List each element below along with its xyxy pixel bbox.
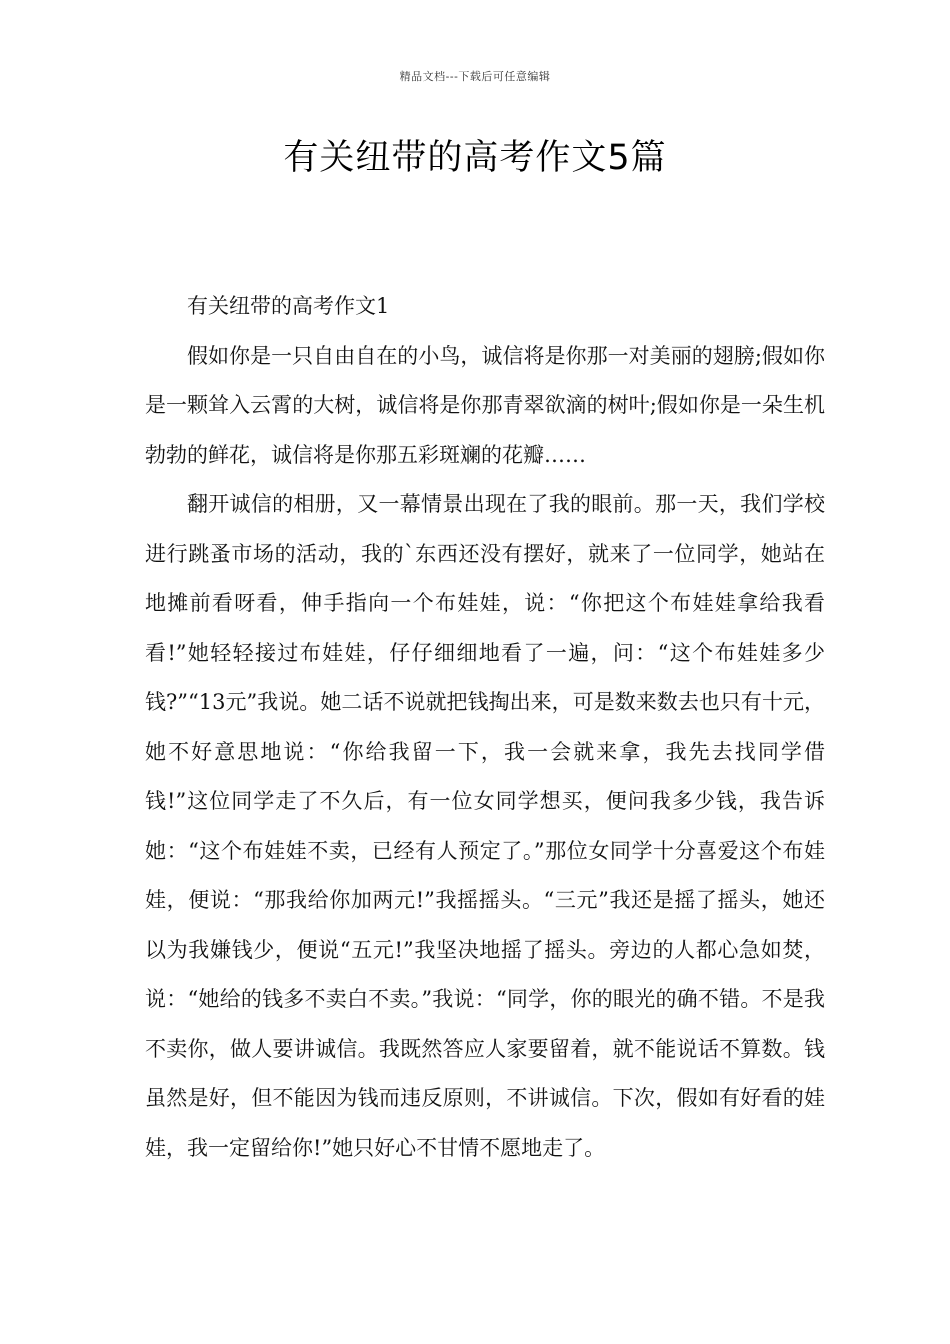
- paragraph: 假如你是一只自由自在的小鸟，诚信将是你那一对美丽的翅膀;假如你是一颗耸入云霄的大树，诚信将是你那青翠欲滴的树叶;假如你是一朵生机勃勃的鲜花，诚信将是你那五彩斑斓的花瓣……: [145, 343, 825, 467]
- header-note: 精品文档---下载后可任意编辑: [399, 70, 551, 83]
- paragraph: 翻开诚信的相册，又一幕情景出现在了我的眼前。那一天，我们学校进行跳蚤市场的活动，我的`东西还没有摆好，就来了一位同学，她站在地摊前看呀看，伸手指向一个布娃娃，说：“你把这个布娃娃拿给我看看!”她轻轻接过布娃娃，仔仔细细地看了一遍，问：“这个布娃娃多少钱?”“13元”我说。她二话不说就把钱掏出来，可是数来数去也只有十元，她不好意思地说：“你给我留一下，我一会就来拿，我先去找同学借钱!”这位同学走了不久后，有一位女同学想买，便问我多少钱，我告诉她：“这个布娃娃不卖，已经有人预定了。”那位女同学十分喜爱这个布娃娃，便说：“那我给你加两元!”我摇摇头。“三元”我还是摇了摇头，她还以为我嫌钱少，便说“五元!”我坚决地摇了摇头。旁边的人都心急如焚，说：“她给的钱多不卖白不卖。”我说：“同学，你的眼光的确不错。不是我不卖你，做人要讲诚信。我既然答应人家要留着，就不能说话不算数。钱虽然是好，但不能因为钱而违反原则，不讲诚信。下次，假如有好看的娃娃，我一定留给你!”她只好心不甘情不愿地走了。: [145, 492, 825, 1160]
- document-body: [145, 282, 825, 1173]
- section-heading: 有关纽带的高考作文1: [187, 294, 390, 318]
- document-title: 有关纽带的高考作文5篇: [283, 138, 667, 178]
